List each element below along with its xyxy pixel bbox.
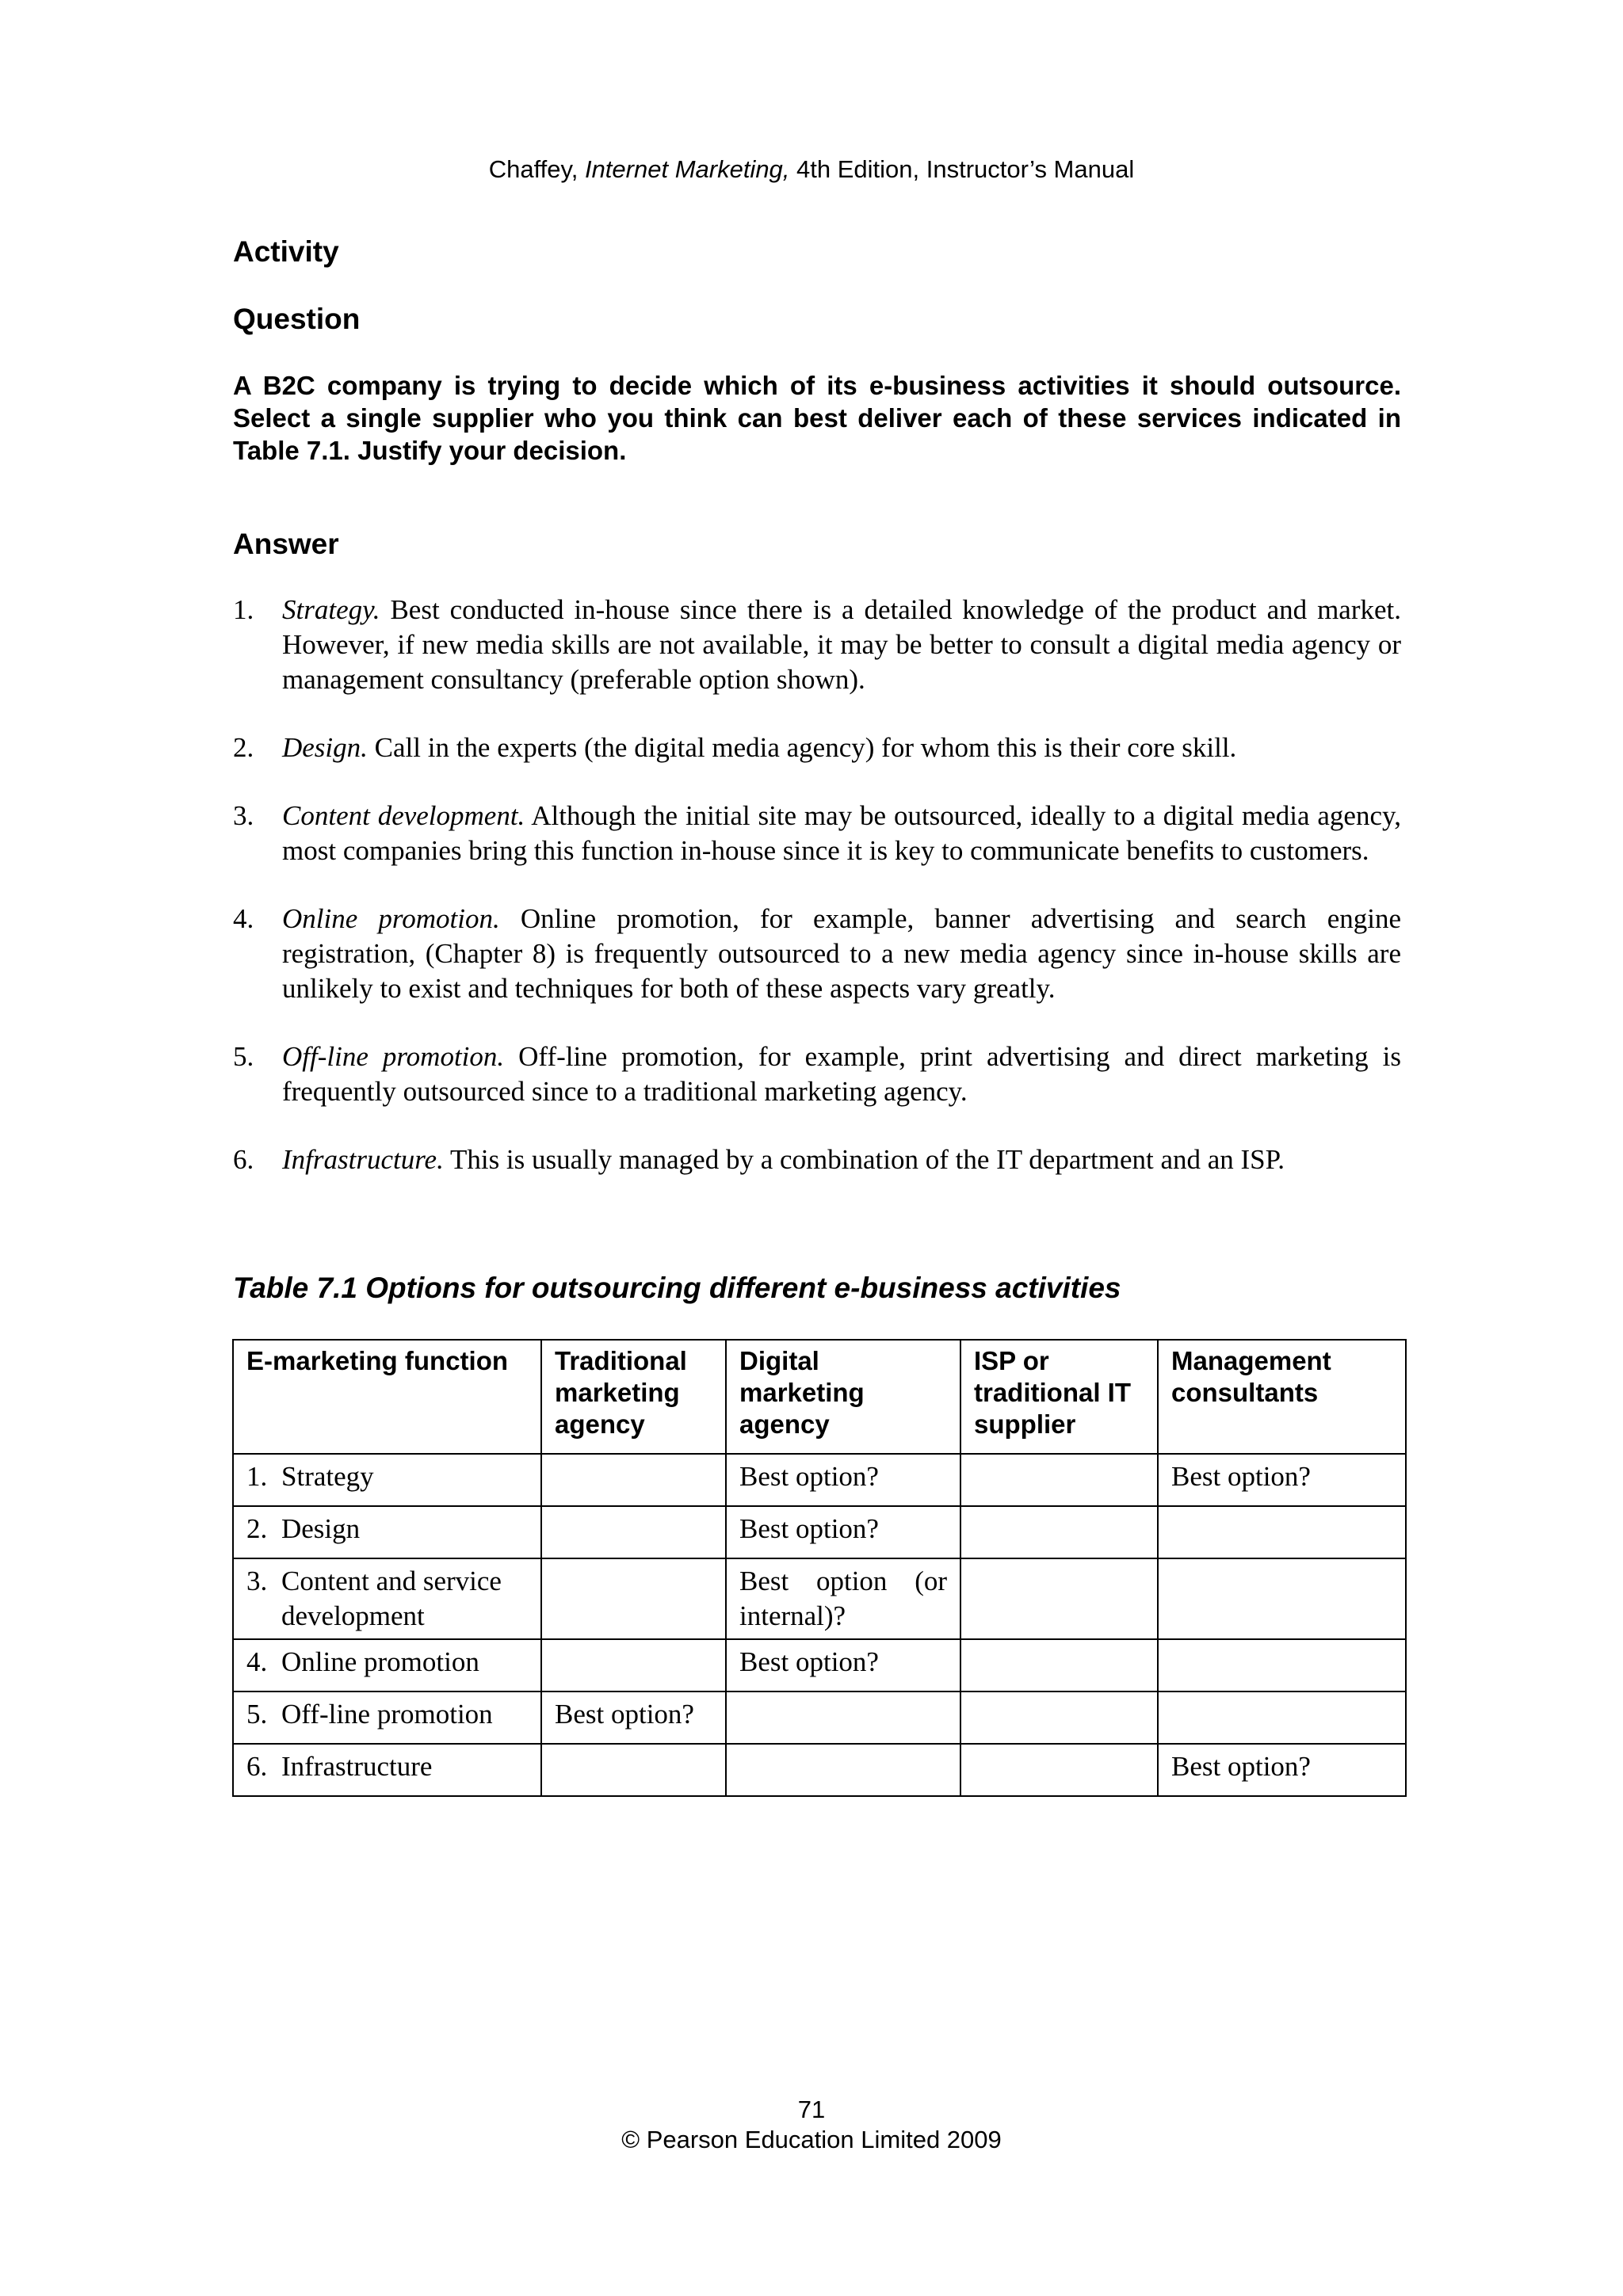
function-number: 1. [246,1461,268,1492]
function-label: Online promotion [281,1646,479,1677]
answer-item-infrastructure [233,1142,1401,1177]
table-row [233,1744,1406,1796]
answer-item-strategy [233,593,1401,697]
table-cell [960,1506,1158,1558]
answer-item-online-promotion [233,902,1401,1006]
table-cell [1158,1558,1406,1639]
answer-term: Off-line promotion. [282,1041,505,1072]
function-number: 6. [246,1751,268,1782]
table-cell [960,1744,1158,1796]
answer-body [282,730,1401,765]
column-header-digital-agency: Digital marketing agency [726,1340,960,1454]
answer-list [233,593,1401,1211]
function-label: Off-line promotion [281,1699,493,1730]
answer-item-content-development [233,799,1401,868]
table-cell [960,1639,1158,1691]
function-cell [233,1506,541,1558]
table-cell [960,1558,1158,1639]
answer-body [282,902,1401,1006]
column-header-isp-supplier: ISP or traditional IT supplier [960,1340,1158,1454]
table-cell: Best option? [1158,1744,1406,1796]
header-edition: 4th Edition, Instructor’s Manual [789,155,1135,183]
answer-number: 2. [233,732,254,763]
table-row [233,1639,1406,1691]
answer-text: Call in the experts (the digital media agency) for whom this is their core skill. [367,732,1237,763]
answer-text: This is usually managed by a combination of the IT department and an ISP. [443,1144,1285,1175]
function-number: 3. [246,1566,268,1596]
table-cell [960,1454,1158,1506]
answer-item-design [233,730,1401,765]
table-row [233,1506,1406,1558]
answer-term: Design. [282,732,368,763]
answer-text: Online promotion, for example, banner advertising and search engine registration, (Chapter 8) is frequently outsourced to a new media agency since in-house skills are unlikely to exist and techniques for both of these aspects vary greatly. [282,903,1401,1004]
answer-heading: Answer [233,528,339,560]
question-heading: Question [233,303,361,335]
answer-number: 3. [233,800,254,831]
function-number: 2. [246,1513,268,1544]
column-header-management-consultants: Management consultants [1158,1340,1406,1454]
function-label: Design [281,1513,361,1544]
table-header-row [233,1340,1406,1454]
answer-number: 5. [233,1041,254,1072]
function-cell [233,1639,541,1691]
table-row [233,1454,1406,1506]
table-cell [1158,1639,1406,1691]
column-header-function: E-marketing function [233,1340,541,1454]
table-row [233,1691,1406,1744]
table-cell [541,1744,726,1796]
table-cell: Best option? [541,1691,726,1744]
answer-term: Online promotion. [282,903,500,934]
function-label: Content and service development [281,1566,502,1631]
table-cell: Best option? [726,1506,960,1558]
table-cell [960,1691,1158,1744]
running-header [0,154,1623,185]
answer-text: Although the initial site may be outsourced, ideally to a digital media agency, most companies bring this function in-house since it is key to communicate benefits to customers. [282,800,1401,866]
answer-item-offline-promotion [233,1039,1401,1109]
table-cell [541,1454,726,1506]
table-cell: Best option (or internal)? [726,1558,960,1639]
table-caption: Table 7.1 Options for outsourcing different e-business activities [233,1272,1121,1304]
answer-term: Infrastructure. [282,1144,444,1175]
column-header-traditional-agency: Traditional marketing agency [541,1340,726,1454]
header-author: Chaffey, [488,155,585,183]
answer-text: Off-line promotion, for example, print advertising and direct marketing is frequently outsourced since to a traditional marketing agency. [282,1041,1401,1107]
function-cell [233,1454,541,1506]
table-row [233,1558,1406,1639]
function-label: Strategy [281,1461,374,1492]
table-cell: Best option? [726,1454,960,1506]
table-cell [1158,1691,1406,1744]
table-cell: Best option? [1158,1454,1406,1506]
table-cell [1158,1506,1406,1558]
answer-number: 1. [233,594,254,625]
table-cell [726,1744,960,1796]
table-cell [541,1639,726,1691]
activity-heading: Activity [233,235,339,268]
table-cell [726,1691,960,1744]
answer-term: Content development. [282,800,525,831]
function-cell [233,1744,541,1796]
table-cell [541,1558,726,1639]
function-label: Infrastructure [281,1751,433,1782]
answer-body [282,1039,1401,1109]
copyright-notice: © Pearson Education Limited 2009 [621,2126,1002,2153]
function-number: 4. [246,1646,268,1677]
table-cell [541,1506,726,1558]
answer-text: Best conducted in-house since there is a detailed knowledge of the product and market. However, if new media skills are not available, it may be better to consult a digital media agency or management consultancy (preferable option shown). [282,594,1401,695]
answer-body [282,1142,1401,1177]
answer-number: 6. [233,1144,254,1175]
outsourcing-options-table [232,1339,1407,1797]
answer-body [282,799,1401,868]
answer-term: Strategy. [282,594,380,625]
table-cell: Best option? [726,1639,960,1691]
page-number: 71 [797,2096,826,2123]
function-cell [233,1691,541,1744]
header-book-title: Internet Marketing, [584,155,790,183]
function-cell [233,1558,541,1639]
question-text: A B2C company is trying to decide which of its e-business activities it should outsource. Select a single supplier who you think can best deliver each of these services indicated in Table 7.1. Justify your decision. [233,371,1401,465]
answer-number: 4. [233,903,254,934]
answer-body [282,593,1401,697]
function-number: 5. [246,1699,268,1730]
